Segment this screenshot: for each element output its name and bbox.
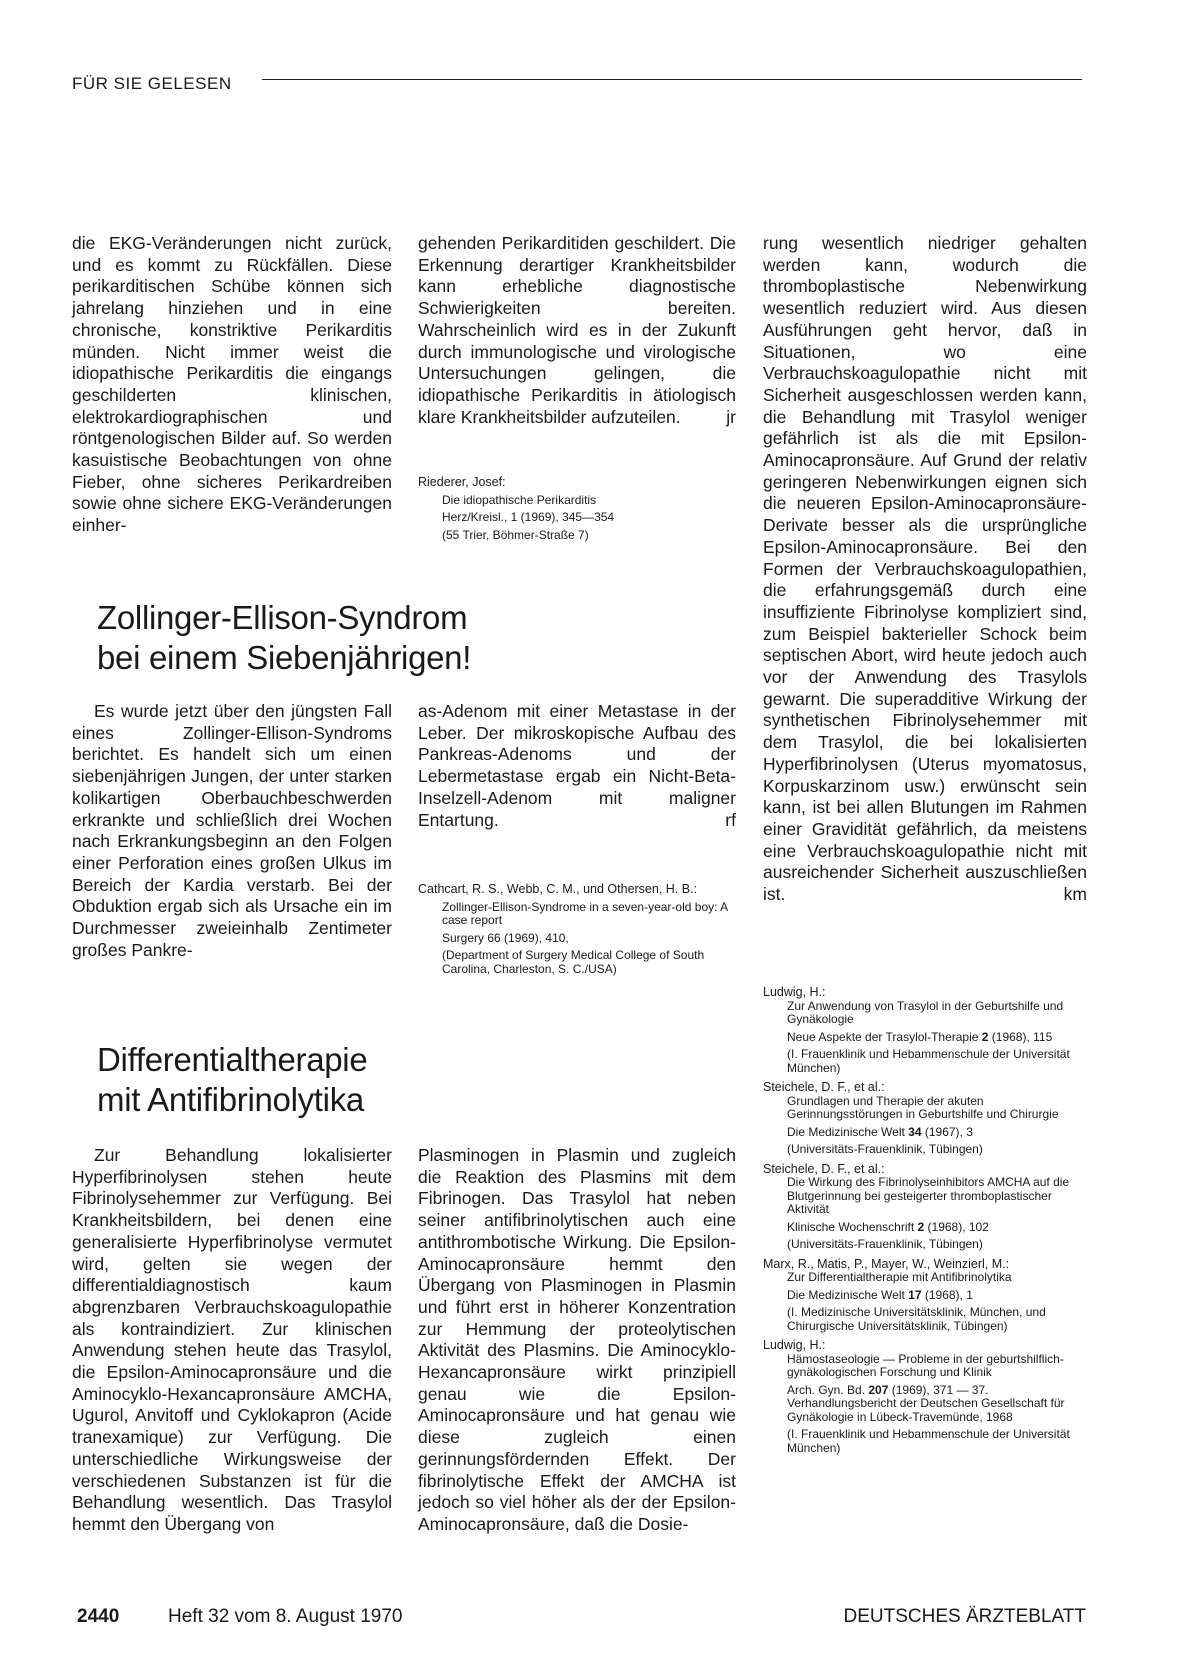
article1-text-1: die EKG-Veränderungen nicht zurück, und es kommt zu Rückfällen. Diese perikarditischen Schübe können sich jahrelang hinziehen und in eine chronische, konstriktive Perikarditis münden. Nicht immer weist die idiopathische Perikarditis die eingangs geschilderten klinischen, elektrokardiographischen und röntgenologischen Bilder auf. So werden kasuistische Beobachtungen von ohne Fieber, ohne sicheres Perikardreiben sowie ohne sichere EKG-Veränderungen einher- bbox=[72, 233, 392, 536]
article3-column-3 bbox=[763, 233, 1087, 906]
journal-volume: 17 bbox=[908, 1287, 922, 1302]
article3-heading bbox=[97, 1040, 737, 1120]
reference-journal: Herz/Kreisl., 1 (1969), 345—354 bbox=[442, 510, 615, 524]
article3-column-2 bbox=[418, 1145, 736, 1536]
journal-volume: 2 bbox=[981, 1029, 989, 1044]
article3-text-2: Plasminogen in Plasmin und zugleich die Reaktion des Plasmins mit dem Fibrinogen. Das Trasylol hat neben seiner antifibrinolytischen auch eine antithrombotische Wirkung. Die Epsilon-Aminocapronsäure hemmt den Übergang von Plasminogen in Plasmin und führt erst in höherer Konzentration zur Hemmung der proteolytischen Aktivität des Plasmins. Die Aminocyklo-Hexancapronsäure wirkt prinzipiell genau wie die Epsilon-Aminocapronsäure und hat genau wie diese zugleich einen gerinnungsfördernden Effekt. Der fibrinolytische Effekt der AMCHA ist jedoch so viel höher als der der Epsilon-Aminocapronsäure, daß die Dosie- bbox=[418, 1145, 736, 1534]
article3-text-3-body: rung wesentlich niedriger gehalten werden kann, wodurch die thromboplastische Nebenwirkung wesentlich reduziert wird. Aus diesen Ausführungen geht hervor, daß in Situationen, wo eine Verbrauchskoagulopathie nicht mit Sicherheit ausgeschlossen werden kann, die Behandlung mit Trasylol weniger gefährlich ist als die mit Epsilon-Aminocapronsäure. Auf Grund der relativ geringeren Nebenwirkungen eignen sich die neueren Epsilon-Aminocapronsäure-Derivate besser als die ursprüngliche Epsilon-Aminocapronsäure. Bei den Formen der Verbrauchskoagulopathien, die erfahrungsgemäß durch eine insuffiziente Fibrinolyse kompliziert sind, zum Beispiel bakterieller Schock beim septischen Abort, wird heute jedoch auch vor der Anwendung des Trasylols gewarnt. Die superadditive Wirkung der synthetischen Fibrinolysehemmer mit dem Trasylol, die bei lokalisierten Hyperfibrinolysen (Uterus myomatosus, Korpuskarzinom usw.) erwünscht sein kann, ist bei allen Blutungen im Rahmen einer Gravidität gefährlich, da meistens eine Verbrauchskoagulopathie nicht mit ausreichender Sicherheit auszuschließen ist. bbox=[763, 233, 1087, 905]
journal-name: Klinische Wochenschrift bbox=[787, 1219, 918, 1234]
article2-text-1: Es wurde jetzt über den jüngsten Fall eines Zollinger-Ellison-Syndroms berichtet. Es handelt sich um einen siebenjährigen Jungen, der unter starken kolikartigen Oberbauchbeschwerden erkrankte und schließlich drei Wochen nach Erkrankungsbeginn an den Folgen einer Perforation eines großen Ulkus im Bereich der Kardia verstarb. Bei der Obduktion ergab sich als Ursache ein im Durchmesser zweieinhalb Zentimeter großes Pankre- bbox=[72, 701, 392, 960]
reference-address: (I. Medizinische Universitätsklinik, München, und Chirurgische Universitätsklinik, Tübingen) bbox=[787, 1305, 1046, 1333]
reference-entry-1 bbox=[763, 986, 1087, 1075]
journal-volume: 207 bbox=[868, 1382, 889, 1397]
issue-info: Heft 32 vom 8. August 1970 bbox=[168, 1606, 403, 1627]
reference-journal bbox=[763, 1384, 1087, 1425]
article1-text-2 bbox=[418, 233, 736, 428]
journal-name: Neue Aspekte der Trasylol-Therapie bbox=[787, 1029, 982, 1044]
reference-author: Marx, R., Matis, P., Mayer, W., Weinzierl, M.: bbox=[763, 1256, 1010, 1271]
article1-column-1 bbox=[72, 233, 392, 537]
journal-name: Arch. Gyn. Bd. bbox=[787, 1382, 869, 1397]
journal-name-footer: DEUTSCHES ÄRZTEBLATT bbox=[843, 1606, 1086, 1627]
reference-address: (Department of Surgery Medical College of South Carolina, Charleston, S. C./USA) bbox=[442, 948, 705, 976]
reference-entry-4 bbox=[763, 1258, 1087, 1334]
article2-title-line-2: bei einem Siebenjährigen! bbox=[97, 639, 472, 676]
article1-signature: jr bbox=[726, 406, 736, 427]
article3-references bbox=[763, 986, 1087, 1461]
reference-author: Riederer, Josef: bbox=[418, 475, 506, 489]
reference-journal bbox=[763, 1289, 1087, 1303]
article3-title-line-2: mit Antifibrinolytika bbox=[97, 1081, 364, 1118]
article3-text-3 bbox=[763, 233, 1087, 906]
article3-column-1 bbox=[72, 1145, 392, 1536]
reference-author: Cathcart, R. S., Webb, C. M., und Othersen, H. B.: bbox=[418, 882, 698, 896]
reference-author: Ludwig, H.: bbox=[763, 985, 826, 999]
article3-title-line-1: Differentialtherapie bbox=[97, 1041, 368, 1078]
article2-text-2-body: as-Adenom mit einer Metastase in der Leber. Der mikroskopische Aufbau des Pankreas-Adenoms und der Lebermetastase ergab ein Nicht-Beta-Inselzell-Adenom mit maligner Entartung. bbox=[418, 701, 736, 830]
journal-pages: (1967), 3 bbox=[921, 1124, 973, 1139]
header-rule bbox=[262, 79, 1082, 80]
reference-entry-3 bbox=[763, 1163, 1087, 1252]
reference-address: (Universitäts-Frauenklinik, Tübingen) bbox=[787, 1142, 983, 1156]
section-label: FÜR SIE GELESEN bbox=[72, 74, 232, 93]
article2-column-1 bbox=[72, 701, 392, 961]
reference-address: (Universitäts-Frauenklinik, Tübingen) bbox=[787, 1237, 983, 1251]
article2-title-line-1: Zollinger-Ellison-Syndrom bbox=[97, 599, 468, 636]
journal-name: Die Medizinische Welt bbox=[787, 1287, 909, 1302]
article2-text-2 bbox=[418, 701, 736, 831]
reference-address: (55 Trier, Böhmer-Straße 7) bbox=[442, 527, 589, 542]
article2-column-2 bbox=[418, 701, 736, 831]
journal-volume: 34 bbox=[908, 1124, 922, 1139]
reference-title: Die idiopathische Perikarditis bbox=[442, 492, 597, 507]
reference-title: Die Wirkung des Fibrinolyseinhibitors AMCHA auf die Blutgerinnung bei gesteigerter thromboplastischer Aktivität bbox=[787, 1175, 1070, 1216]
article1-column-2 bbox=[418, 233, 736, 428]
reference-title: Zur Anwendung von Trasylol in der Geburtshilfe und Gynäkologie bbox=[787, 998, 1064, 1026]
article2-heading bbox=[97, 598, 737, 678]
reference-journal: Surgery 66 (1969), 410, bbox=[442, 930, 569, 945]
article3-signature: km bbox=[1063, 884, 1087, 905]
article2-reference bbox=[418, 883, 736, 976]
reference-author: Steichele, D. F., et al.: bbox=[763, 1080, 885, 1094]
reference-title: Zollinger-Ellison-Syndrome in a seven-year-old boy: A case report bbox=[442, 899, 728, 927]
reference-journal bbox=[763, 1221, 1087, 1235]
reference-title: Hämostaseologie — Probleme in der geburtshilflich-gynäkologischen Forschung und Klinik bbox=[787, 1351, 1064, 1379]
article1-text-2-body: gehenden Perikarditiden geschildert. Die Erkennung derartiger Krankheitsbilder kann erhebliche diagnostische Schwierigkeiten bereiten. Wahrscheinlich wird es in der Zukunft durch immunologische und virologische Untersuchungen gelingen, die idiopathische Perikarditis in ätiologisch klare Krankheitsbilder aufzuteilen. bbox=[418, 233, 736, 427]
page-number: 2440 bbox=[77, 1606, 120, 1627]
reference-address: (I. Frauenklinik und Hebammenschule der Universität München) bbox=[787, 1427, 1070, 1455]
article2-signature: rf bbox=[725, 809, 736, 830]
journal-pages: (1969), 371 — 37. Verhandlungsbericht der Deutschen Gesellschaft für Gynäkologie in Lübeck-Travemünde, 1968 bbox=[787, 1382, 1065, 1424]
journal-name: Die Medizinische Welt bbox=[787, 1124, 909, 1139]
reference-journal bbox=[763, 1031, 1087, 1045]
article1-reference bbox=[418, 476, 736, 542]
journal-volume: 2 bbox=[917, 1219, 925, 1234]
reference-address: (I. Frauenklinik und Hebammenschule der Universität München) bbox=[787, 1047, 1070, 1075]
reference-journal bbox=[763, 1126, 1087, 1140]
journal-pages: (1968), 1 bbox=[921, 1287, 973, 1302]
reference-author: Steichele, D. F., et al.: bbox=[763, 1161, 885, 1176]
reference-title: Zur Differentialtherapie mit Antifibrinolytika bbox=[787, 1270, 1012, 1284]
journal-pages: (1968), 115 bbox=[988, 1029, 1053, 1044]
journal-pages: (1968), 102 bbox=[924, 1219, 989, 1234]
reference-author: Ludwig, H.: bbox=[763, 1338, 826, 1352]
reference-entry-5 bbox=[763, 1339, 1087, 1455]
reference-entry-2 bbox=[763, 1081, 1087, 1157]
article3-text-1: Zur Behandlung lokalisierter Hyperfibrinolysen stehen heute Fibrinolysehemmer zur Verfügung. Bei Krankheitsbildern, bei denen eine generalisierte Hyperfibrinolyse vermutet wird, gelten sie wegen der differentialdiagnostisch kaum abgrenzbaren Verbrauchskoagulopathie als kontraindiziert. Zur klinischen Anwendung stehen heute das Trasylol, die Epsilon-Aminocapronsäure und die Aminocyklo-Hexancapronsäure AMCHA, Ugurol, Anvitoff und Cyklokapron (Acide tranexamique) zur Verfügung. Die unterschiedliche Wirkungsweise der verschiedenen Substanzen ist für die Behandlung wesentlich. Das Trasylol hemmt den Übergang von bbox=[72, 1145, 392, 1534]
reference-title: Grundlagen und Therapie der akuten Gerinnungsstörungen in Geburtshilfe und Chirurgie bbox=[787, 1093, 1059, 1121]
